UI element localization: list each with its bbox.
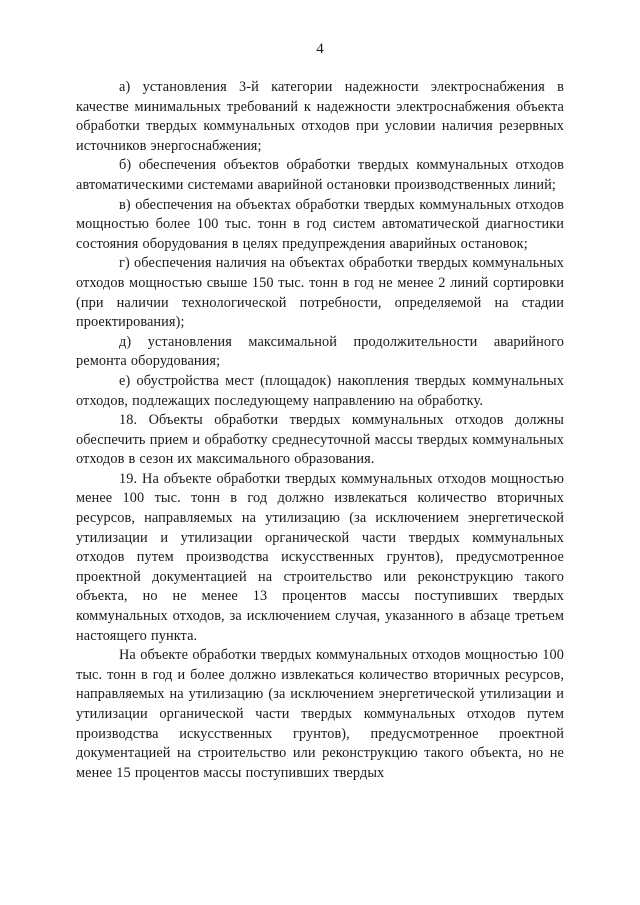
paragraph-clause-19: 19. На объекте обработки твердых коммунальных отходов мощностью менее 100 тыс. тонн в год должно извлекаться количество вторичных ресурсов, направляемых на утилизацию (за исключением энергетической утилизации и утилизации органической части твердых коммунальных отходов путем производства искусственных грунтов), предусмотренное проектной документацией на строительство или реконструкцию такого объекта, но не менее 13 процентов массы поступивших твердых коммунальных отходов, за исключением случая, указанного в абзаце третьем настоящего пункта.: [76, 470, 564, 644]
paragraph-item-e: е) обустройства мест (площадок) накопления твердых коммунальных отходов, подлежащих последующему направлению на обработку.: [76, 372, 564, 409]
document-body: [76, 78, 564, 783]
paragraph-item-g: г) обеспечения наличия на объектах обработки твердых коммунальных отходов мощностью свыше 150 тыс. тонн в год не менее 2 линий сортировки (при наличии технологической потребности, определяемой на стадии проектирования);: [76, 255, 564, 331]
paragraph-clause-19-continuation: На объекте обработки твердых коммунальных отходов мощностью 100 тыс. тонн в год и более должно извлекаться количество вторичных ресурсов, направляемых на утилизацию (за исключением энергетической утилизации и утилизации органической части твердых коммунальных отходов путем производства искусственных грунтов), предусмотренное проектной документацией на строительство или реконструкцию такого объекта, но не менее 15 процентов массы поступивших твердых: [76, 647, 564, 781]
paragraph-item-v: в) обеспечения на объектах обработки твердых коммунальных отходов мощностью более 100 тыс. тонн в год систем автоматической диагностики состояния оборудования в целях предупреждения аварийных остановок;: [76, 196, 564, 252]
paragraph-clause-18: 18. Объекты обработки твердых коммунальных отходов должны обеспечить прием и обработку среднесуточной массы твердых коммунальных отходов в сезон их максимального образования.: [76, 412, 564, 468]
paragraph-item-d: д) установления максимальной продолжительности аварийного ремонта оборудования;: [76, 333, 564, 370]
paragraph-item-a: а) установления 3-й категории надежности электроснабжения в качестве минимальных требований к надежности электроснабжения объекта обработки твердых коммунальных отходов при условии наличия резервных источников энергоснабжения;: [76, 79, 564, 154]
paragraph-item-b: б) обеспечения объектов обработки твердых коммунальных отходов автоматическими системами аварийной остановки производственных линий;: [76, 157, 564, 193]
page-number: 4: [316, 41, 324, 57]
